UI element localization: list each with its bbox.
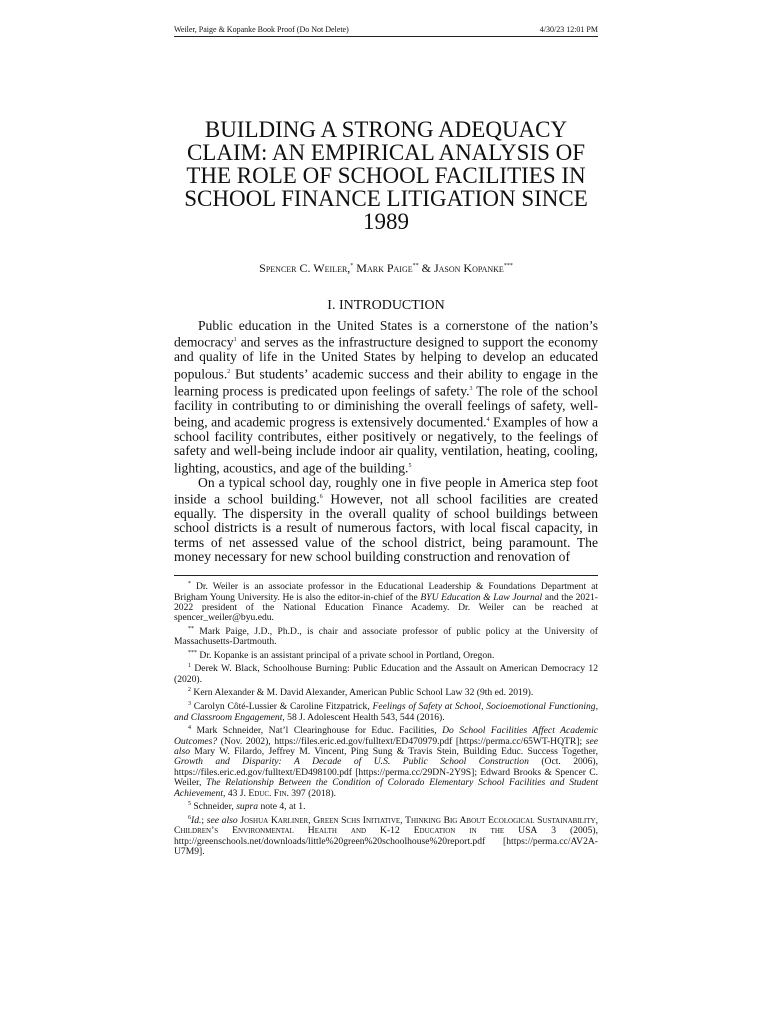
- footnote-text: and the 2021-2022 president of the National Education Finance Academy. Dr. Weiler can be reached at spencer_weiler@byu.edu.: [174, 591, 598, 624]
- header-date: 4/30/23 12:01 PM: [539, 25, 598, 34]
- body-text: [174, 319, 598, 565]
- footnote-ref[interactable]: 5: [408, 462, 412, 469]
- footnote-text: Schneider,: [191, 801, 237, 813]
- footnote-2: [174, 685, 598, 699]
- sentence: However, not all school facilities are created equally. The dispersity in the overall quality of school buildings between school districts is a result of numerous factors, with local fiscal capacity, in terms of net assessed value of the school district, being paramount. The money necessary for new school building construction and renovation of: [174, 491, 598, 565]
- signal: Id.: [191, 814, 202, 826]
- signal: see also: [206, 814, 238, 826]
- footnote-3star: [174, 648, 598, 662]
- sentence: and serves as the infrastructure designed to support the economy and quality of life in the United States by helping to develop an educated populous.: [174, 334, 598, 382]
- sentence: Examples of how a school facility contributes, either positively or negatively, to the feelings of safety and well-being include indoor air quality, ventilation, heating, cooling, lighting, acoustics, and age of the building.: [174, 414, 598, 476]
- author-weiler: Spencer C. Weiler,: [259, 261, 351, 275]
- footnote-6: [174, 813, 598, 858]
- footnote-divider: [174, 575, 598, 576]
- footnote-text: , 43 J.: [223, 787, 249, 799]
- section-heading: I. INTRODUCTION: [327, 298, 445, 313]
- footnote-text: 397 (2018).: [288, 787, 337, 799]
- sentence: But students’ academic success and their ability to engage in the learning process is predicated upon feelings of safety.: [174, 366, 598, 399]
- article-name: Do School Facilities Affect Academic Outcomes?: [174, 725, 599, 747]
- footnote-text: Mark Paige, J.D., Ph.D., is chair and associate professor of public policy at the University of Massachusetts-Dartmouth.: [174, 626, 598, 648]
- footnote-mark: 1: [188, 663, 191, 670]
- footnote-text: Carolyn Côté-Lussier & Caroline Fitzpatrick,: [191, 701, 373, 713]
- footnote-4: [174, 723, 598, 799]
- author-line: [174, 261, 598, 276]
- footnote-text: Derek W. Black, Schoolhouse Burning: Public Education and the Assault on American Democracy 12 (2020).: [174, 663, 598, 685]
- paragraph: [174, 319, 598, 476]
- book-title: Joshua Karliner, Green Schs Initiative, Thinking Big About Ecological Sustainability, Children’s Environmental Health and K-12 Education in the USA: [174, 814, 598, 837]
- author-paige: Mark Paige: [356, 261, 413, 275]
- signal: see also: [174, 735, 598, 757]
- footnote-text: Dr. Kopanke is an assistant principal of a private school in Portland, Oregon.: [197, 650, 495, 661]
- running-header: [174, 25, 598, 37]
- sentence: The role of the school facility in contributing to or diminishing the overall feelings of safety, well-being, and academic progress is extensively documented.: [174, 383, 598, 430]
- signal: supra: [236, 801, 259, 813]
- footnote-text: (Oct. 2006), https://files.eric.ed.gov/fulltext/ED498100.pdf [https://perma.cc/29DN-2Y9S]; Edward Brooks & Spencer C. Weiler,: [174, 756, 598, 789]
- header-left: Weiler, Paige & Kopanke Book Proof (Do Not Delete): [174, 25, 349, 34]
- sentence: On a typical school day, roughly one in five people in America step foot inside a school building.: [174, 474, 598, 507]
- footnote-text: ;: [201, 814, 207, 826]
- author-kopanke: Jason Kopanke: [433, 261, 504, 275]
- article-name: Growth and Disparity: A Decade of U.S. Public School Construction: [174, 756, 529, 768]
- journal-name: BYU Education & Law Journal: [420, 591, 543, 603]
- footnote-ref[interactable]: 2: [227, 368, 231, 375]
- paragraph: [174, 476, 598, 565]
- footnote-marker[interactable]: **: [412, 263, 419, 269]
- footnote-mark: *: [188, 581, 191, 587]
- journal-abbrev: Educ. Fin.: [248, 787, 289, 799]
- footnote-text: (Nov. 2002), https://files.eric.ed.gov/fulltext/ED470979.pdf [https://perma.cc/65WT-HQTR];: [217, 735, 586, 747]
- footnote-marker[interactable]: ***: [503, 263, 513, 269]
- footnote-text: Mark Schneider, Nat’l Clearinghouse for Educ. Facilities,: [191, 725, 443, 737]
- footnotes: [174, 579, 598, 857]
- footnote-ref[interactable]: 6: [319, 494, 323, 501]
- footnote-mark: 3: [188, 701, 191, 707]
- footnote-5: [174, 799, 598, 813]
- footnote-star: [174, 579, 598, 624]
- footnote-text: Dr. Weiler is an associate professor in the Educational Leadership & Foundations Department at Brigham Young University. He is also the editor-in-chief of the: [174, 581, 598, 603]
- footnote-text: , 58 J. Adolescent Health 543, 544 (2016).: [282, 711, 445, 723]
- article-title: BUILDING A STRONG ADEQUACY CLAIM: AN EMPIRICAL ANALYSIS OF THE ROLE OF SCHOOL FACILITIES IN SCHOOL FINANCE LITIGATION SINCE 1989: [184, 117, 588, 234]
- article-name: The Relationship Between the Condition of Colorado Elementary School Facilities and Student Achievement: [174, 777, 598, 799]
- footnote-text: Kern Alexander & M. David Alexander, American Public School Law 32 (9th ed. 2019).: [191, 687, 534, 699]
- footnote-ref[interactable]: 3: [469, 385, 473, 392]
- footnote-mark: 6: [188, 814, 191, 821]
- footnote-mark: 2: [188, 687, 191, 694]
- footnote-mark: **: [188, 625, 194, 632]
- footnote-text: note 4, at 1.: [258, 801, 306, 813]
- ampersand: &: [421, 261, 431, 275]
- footnote-ref[interactable]: 4: [486, 417, 490, 424]
- article-name: Feelings of Safety at School, Socioemotional Functioning, and Classroom Engagement: [174, 701, 598, 723]
- footnote-mark: ***: [188, 649, 197, 656]
- footnote-text: Mary W. Filardo, Jeffrey M. Vincent, Ping Sung & Travis Stein, Building Educ. Success Together,: [190, 746, 598, 757]
- footnote-2star: [174, 624, 598, 648]
- footnote-mark: 4: [188, 725, 191, 731]
- footnote-marker[interactable]: *: [350, 263, 354, 269]
- footnote-text: 3 (2005), http://greenschools.net/downloads/little%20green%20schoolhouse%20report.pdf [https://perma.cc/AV2A-U7M9].: [174, 825, 598, 858]
- footnote-mark: 5: [188, 801, 191, 808]
- footnote-ref[interactable]: 1: [233, 337, 237, 344]
- footnote-1: [174, 661, 598, 685]
- footnote-3: [174, 699, 598, 723]
- sentence: Public education in the United States is a cornerstone of the nation’s democracy: [174, 318, 598, 350]
